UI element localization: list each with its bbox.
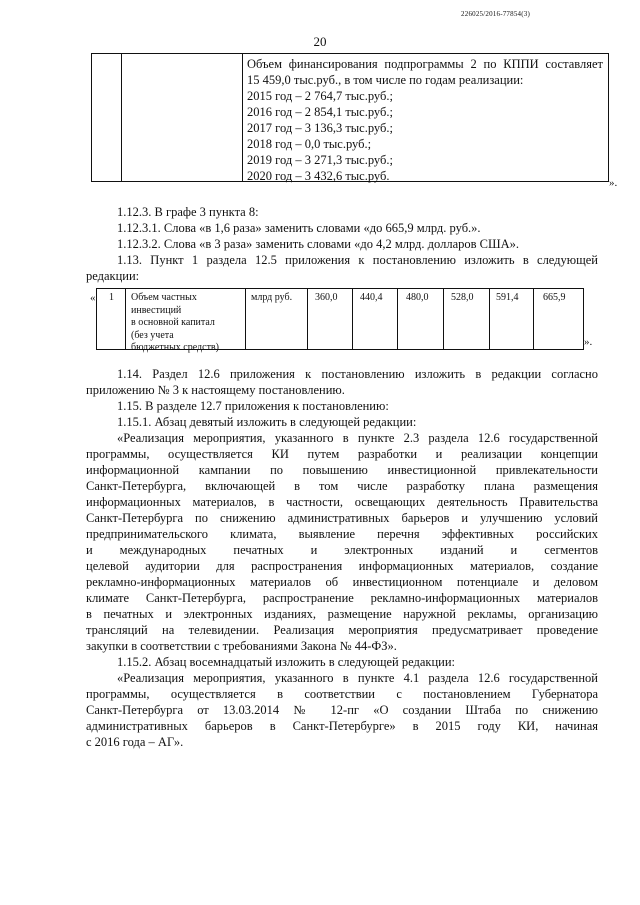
quote-line: программы, осуществляется КИ путем разработки и реализации концепции [86,447,598,461]
quote-line: с 2016 года – АГ». [86,735,184,749]
quote-line: рекламно-информационных материалов об инвестиционном потенциале и деловом [86,575,598,589]
investment-table [96,288,584,353]
table-column-divider [125,289,126,349]
financing-cell [247,56,603,184]
indicator-name [131,292,243,355]
financing-line: 2016 год – 2 854,1 тыс.руб.; [247,105,393,119]
financing-line: 2017 год – 3 136,3 тыс.руб.; [247,121,393,135]
table-close-quote: ». [609,177,618,189]
quote-line: «Реализация мероприятия, указанного в пункте 4.1 раздела 12.6 государственной [117,671,598,685]
quote-line: в печатных и электронных изданиях, размещение наружной рекламы, организацию [86,607,598,621]
quote-line: и международных печатных и электронных изданий и сегментов [86,543,598,557]
table-open-quote: « [90,292,96,304]
table-column-divider [121,54,122,181]
paragraph-1-12-3-2: 1.12.3.2. Слова «в 3 раза» заменить словами «до 4,2 млрд. долларов США». [117,237,520,251]
financing-line: 15 459,0 тыс.руб., в том числе по годам реализации: [247,73,524,87]
value-cell: 480,0 [406,292,429,303]
paragraph-1-15-2: 1.15.2. Абзац восемнадцатый изложить в следующей редакции: [117,655,455,669]
value-cell: 591,4 [496,292,519,303]
indicator-line: бюджетных средств) [131,342,219,353]
quote-line: Санкт-Петербурга по снижению административных барьеров и улучшению условий [86,511,598,525]
table-close-quote: ». [584,336,593,348]
paragraph-1-14: 1.14. Раздел 12.6 приложения к постановлению изложить в редакции согласно [117,367,598,381]
table-column-divider [245,289,246,349]
financing-line: 2020 год – 3 432,6 тыс.руб. [247,169,390,183]
unit-cell: млрд руб. [251,292,293,303]
indicator-line: Объем частных [131,292,197,303]
quote-line: административных барьеров в Санкт-Петербурге» в 2015 году КИ, начиная [86,719,598,733]
financing-line: 2018 год – 0,0 тыс.руб.; [247,137,372,151]
quote-line: «Реализация мероприятия, указанного в пункте 2.3 раздела 12.6 государственной [117,431,598,445]
row-number: 1 [109,292,114,303]
financing-table [91,53,609,182]
value-cell: 665,9 [543,292,566,303]
quote-line: программы, осуществляется в соответствии с постановлением Губернатора [86,687,598,701]
quote-line: информационной кампании по повышению инвестиционной привлекательности [86,463,598,477]
paragraph-1-12-3-1: 1.12.3.1. Слова «в 1,6 раза» заменить словами «до 665,9 млрд. руб.». [117,221,481,235]
indicator-line: в основной капитал [131,317,215,328]
table-column-divider [307,289,308,349]
table-column-divider [242,54,243,181]
value-cell: 360,0 [315,292,338,303]
table-column-divider [533,289,534,349]
paragraph-1-14-cont: приложению № 3 к настоящему постановлению. [86,383,345,397]
quote-line: трансляций на телевидении. Реализация мероприятия предусматривает проведение [86,623,598,637]
paragraph-1-13-cont: редакции: [86,269,140,283]
paragraph-1-15: 1.15. В разделе 12.7 приложения к постановлению: [117,399,389,413]
quote-line: климате Санкт-Петербурга, распространение рекламно-информационных материалов [86,591,598,605]
quote-line: информационных материалов, в частности, освещающих деятельность Правительства [86,495,598,509]
financing-line: 2015 год – 2 764,7 тыс.руб.; [247,89,393,103]
indicator-line: инвестиций [131,304,182,316]
value-cell: 440,4 [360,292,383,303]
table-column-divider [443,289,444,349]
page-number: 20 [313,34,327,49]
paragraph-1-12-3: 1.12.3. В графе 3 пункта 8: [117,205,259,219]
table-column-divider [397,289,398,349]
indicator-line: (без учета [131,329,174,341]
quote-line: Санкт-Петербурга, включающей в том числе разработку плана размещения [86,479,598,493]
quote-line: целевой аудитории для распространения информационных материалов, создание [86,559,598,573]
financing-line: Объем финансирования подпрограммы 2 по КППИ составляет [247,57,603,71]
table-column-divider [489,289,490,349]
quote-line: предпринимательского климата, выявление перечня эффективных российских [86,527,598,541]
value-cell: 528,0 [451,292,474,303]
quote-line: Санкт-Петербурга от 13.03.2014 № 12-пг «О создании Штаба по снижению [86,703,598,717]
quote-line: закупки в соответствии с требованиями Закона № 44-ФЗ». [86,639,397,653]
registration-number: 226025/2016-77854(3) [461,10,530,18]
paragraph-1-13: 1.13. Пункт 1 раздела 12.5 приложения к постановлению изложить в следующей [117,253,598,267]
paragraph-1-15-1: 1.15.1. Абзац девятый изложить в следующей редакции: [117,415,417,429]
financing-line: 2019 год – 3 271,3 тыс.руб.; [247,153,393,167]
table-column-divider [352,289,353,349]
